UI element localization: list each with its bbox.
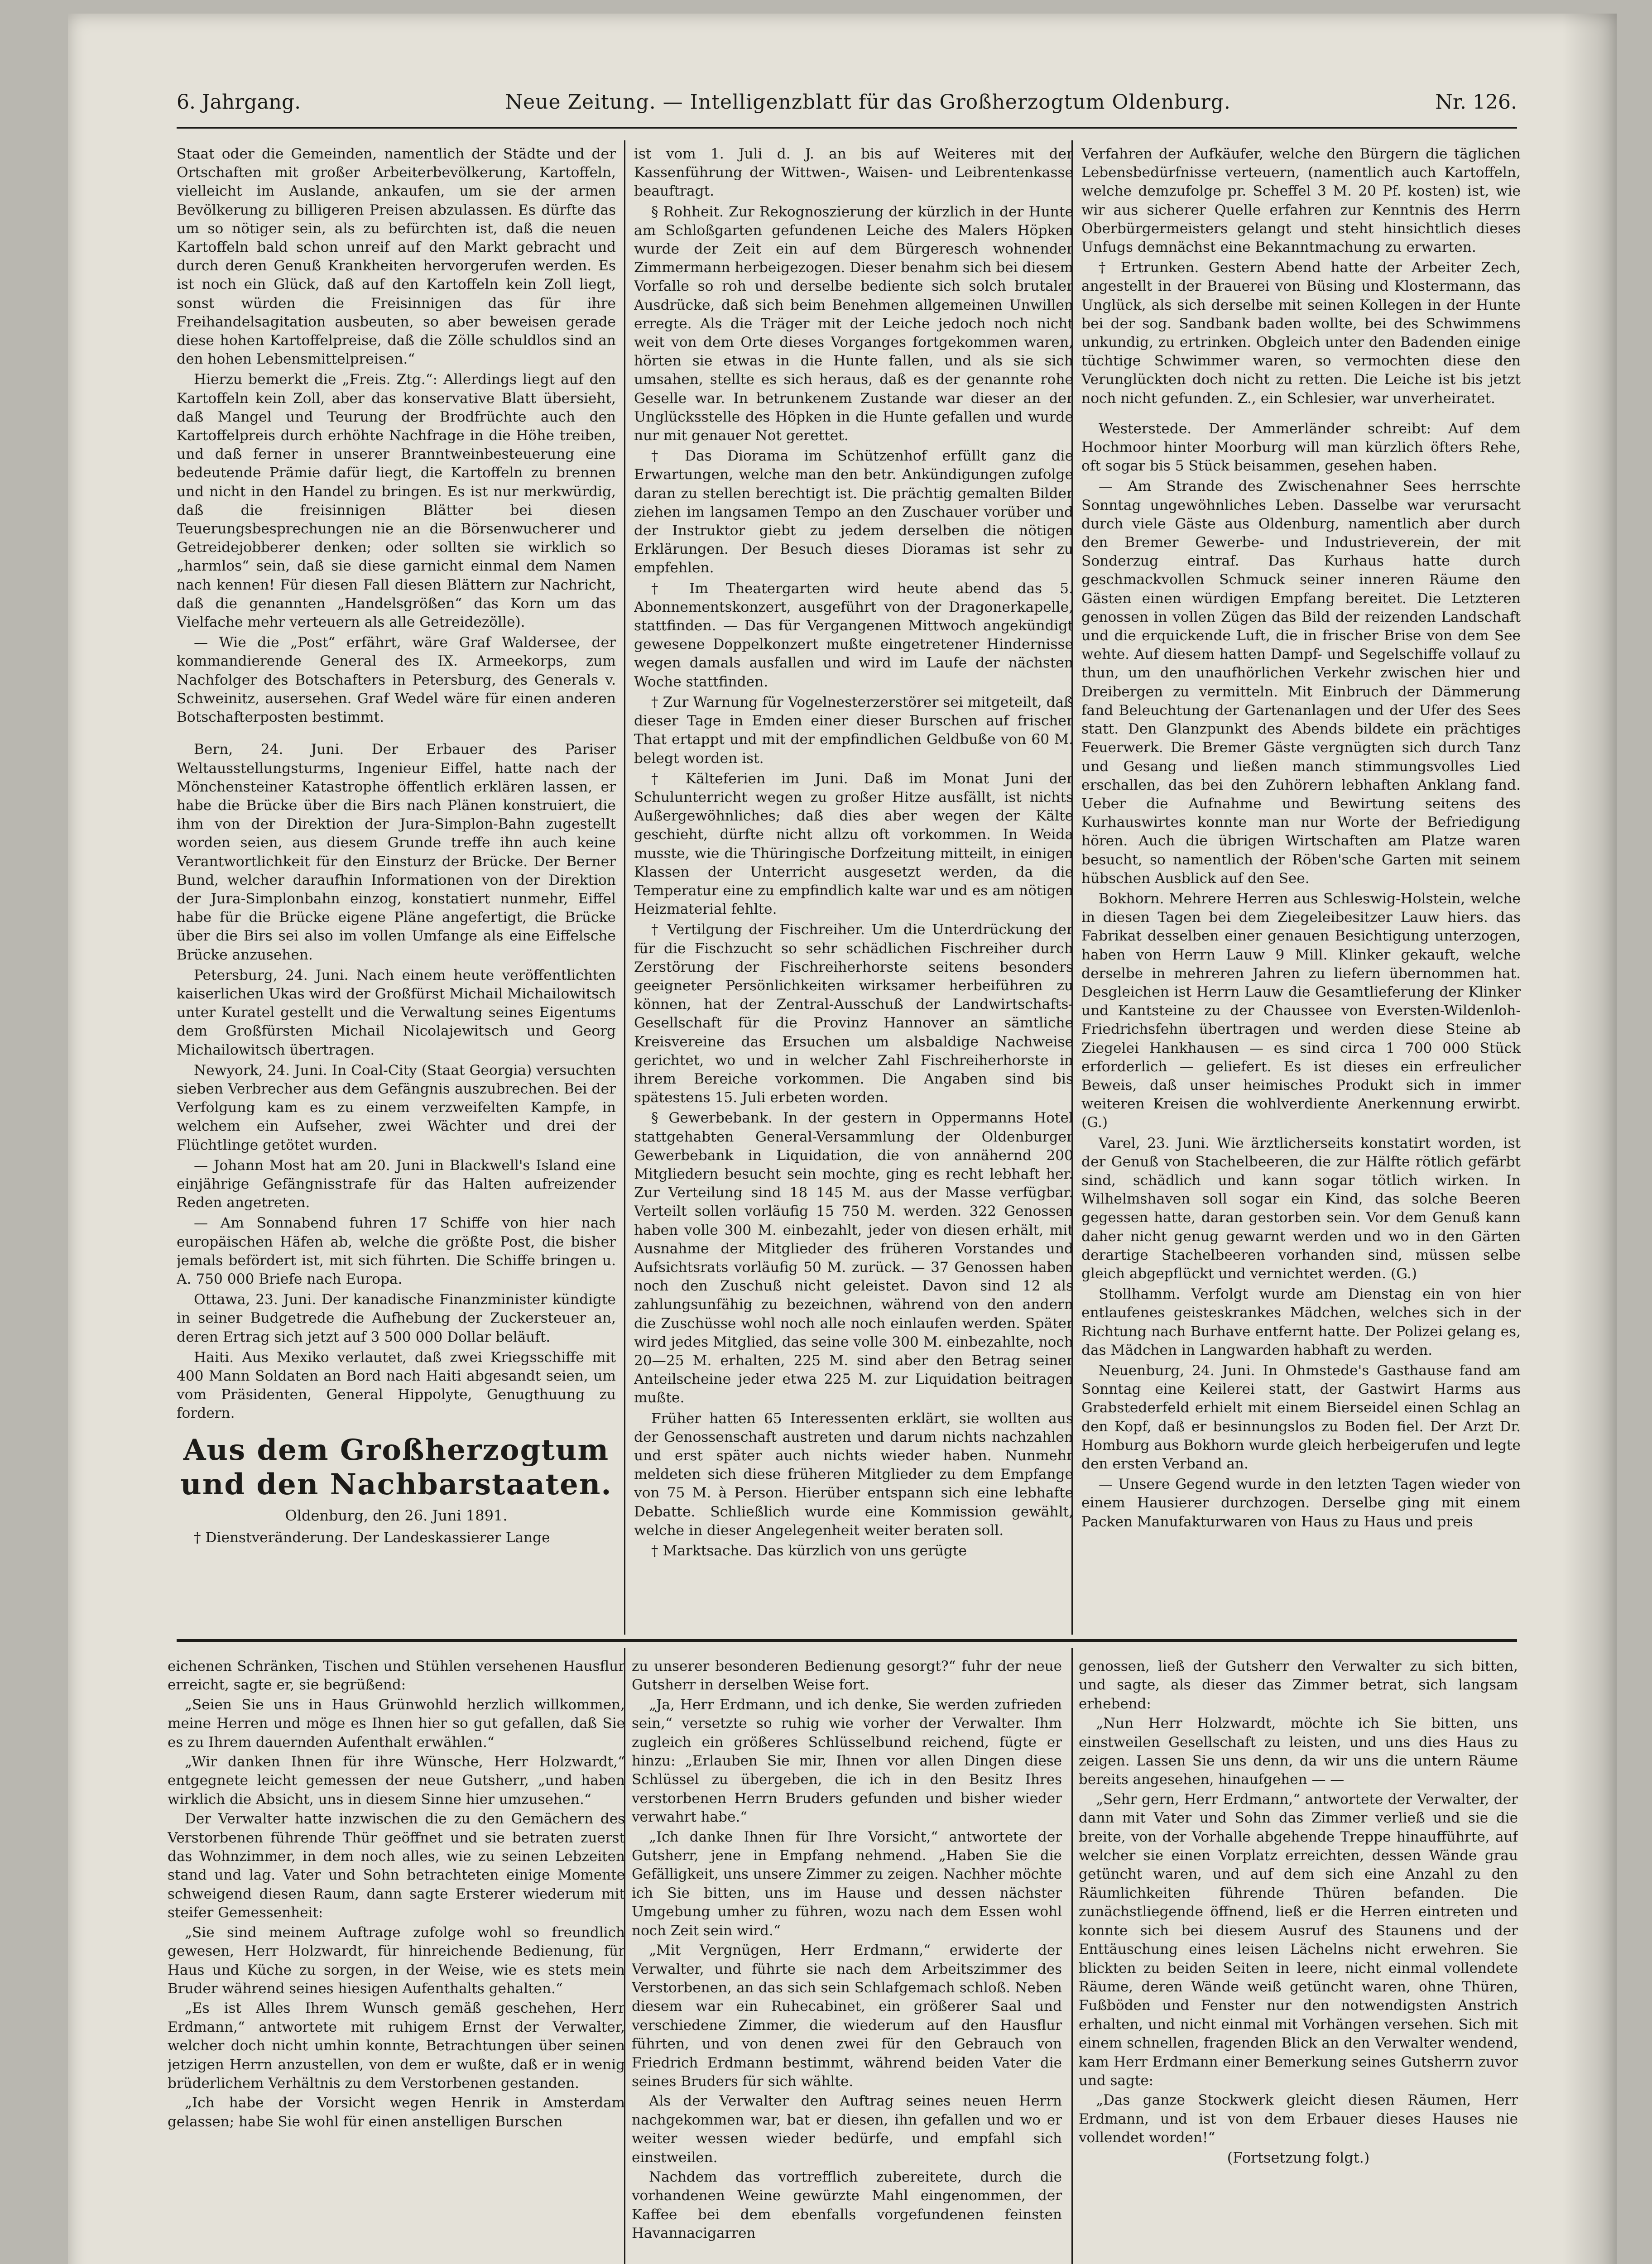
article-paragraph: Bern, 24. Juni. Der Erbauer des Pariser Weltausstellungsturms, Ingenieur Eiffel, hatte nach der Mönchensteiner Katastrophe öffentlich erklären lassen, er habe die Brücke über die Birs nach Plänen konstruiert, die ihm von der Direktion der Jura-Simplon-Bahn zugestellt worden seien, aus diesem Grunde treffe ihn auch keine Verantwortlichkeit für den Einsturz der Brücke. Der Berner Bund, welcher daraufhin Informationen von der Direktion der Jura-Simplonbahn einzog, konstatiert nunmehr, Eiffel habe für die Brücke eigene Pläne angefertigt, die Brücke über die Birs sei also im vollen Umfange als eine Eiffelsche Brücke anzusehen. <box>177 741 616 963</box>
article-paragraph: — Johann Most hat am 20. Juni in Blackwell's Island eine einjährige Gefängnisstrafe für das Halten aufreizender Reden angetreten. <box>177 1157 616 1211</box>
article-paragraph: † Kälteferien im Juni. Daß im Monat Juni der Schulunterricht wegen zu großer Hitze ausfällt, ist nichts Außergewöhnliches; daß dies aber wegen der Kälte geschieht, dürfte nicht allzu oft vorkommen. In Weida musste, wie die Thüringische Dorfzeitung mitteilt, in einigen Klassen der Unterricht ausgesetzt werden, da die Temperatur eine zu empfindlich kalte war und es am nötigen Heizmaterial fehlte. <box>634 770 1073 918</box>
page-spine-shadow <box>1562 14 1617 2264</box>
header-rule <box>177 127 1517 129</box>
article-paragraph: † Vertilgung der Fischreiher. Um die Unterdrückung der für die Fischzucht so sehr schädlichen Fischreiher durch Zerstörung der Fischreiherhorste seitens besonders geeigneter Persönlichkeiten wirksamer herbeiführen zu können, hat der Zentral-Ausschuß der Landwirtschafts-Gesellschaft für die Provinz Hannover an sämtliche Kreisvereine das Ersuchen um alsbaldige Nachweise gerichtet, wo und in welcher Zahl Fischreiherhorste in ihrem Bereiche vorkommen. Die Angaben sind bis spätestens 15. Juli erbeten worden. <box>634 921 1073 1106</box>
article-paragraph: † Das Diorama im Schützenhof erfüllt ganz die Erwartungen, welche man den betr. Ankündigungen zufolge daran zu stellen berechtigt ist. Die prächtig gemalten Bilder ziehen im langsamen Tempo an den Zuschauer vorüber und der Instruktor giebt zu jedem derselben die nötigen Erklärungen. Der Besuch dieses Dioramas ist sehr zu empfehlen. <box>634 448 1073 576</box>
story-paragraph: „Es ist Alles Ihrem Wunsch gemäß geschehen, Herr Erdmann,“ antwortete mit ruhigem Ernst der Verwalter, welcher doch nicht umhin konnte, Betrachtungen über seinen jetzigen Herrn anzustellen, von dem er wußte, daß er in wenig brüderlichem Verhältnis zu dem Verstorbenen gestanden. <box>168 2000 625 2091</box>
story-paragraph: „Ja, Herr Erdmann, und ich denke, Sie werden zufrieden sein,“ versetzte so ruhig wie vorher der Verwalter. Ihm zugleich ein größeres Schlüsselbund reichend, fügte er hinzu: „Erlauben Sie mir, Ihnen vor allen Dingen diese Schlüssel zu übergeben, die ich in den Besitz Ihres verstorbenen Herrn Bruders gefunden und bisher wieder verwahrt habe.“ <box>632 1696 1062 1826</box>
article-paragraph: § Rohheit. Zur Rekognoszierung der kürzlich in der Hunte am Schloßgarten gefundenen Leiche des Malers Höpken wurde der Zeit ein auf dem Bürgeresch wohnender Zimmermann herbeigezogen. Dieser benahm sich bei diesem Vorfalle so roh und derselbe bediente sich solch brutaler Ausdrücke, daß sich beim Benehmen allgemeinen Unwillen erregte. Als die Träger mit der Leiche jedoch noch nicht weit von dem Orte dieses Vorganges fortgekommen waren, hörten sie etwas in die Hunte fallen, und als sie sich umsahen, stellte es sich heraus, daß es der genannte rohe Geselle war. In betrunkenem Zustande war dieser an der Unglücksstelle des Höpken in die Hunte gefallen und wurde nur mit genauer Not gerettet. <box>634 203 1073 444</box>
article-paragraph: § Gewerbebank. In der gestern in Oppermanns Hotel stattgehabten General-Versammlung der Oldenburger Gewerbebank in Liquidation, die von annähernd 200 Mitgliedern besucht sein mochte, ging es recht lebhaft her. Zur Verteilung sind 18 145 M. aus der Masse verfügbar. Verteilt sollen vorläufig 15 750 M. werden. 322 Genossen haben volle 300 M. einbezahlt, jeder von diesen erhält, mit Ausnahme der Mitglieder des früheren Vorstandes und Aufsichtsrats vorläufig 50 M. zurück. — 37 Genossen haben noch den Zuschuß nicht geleistet. Davon sind 12 als zahlungsunfähig zu bezeichnen, während von den andern die Zuschüsse wohl noch alle noch einlaufen werden. Später wird jedes Mitglied, das seine volle 300 M. einbezahlte, noch 20—25 M. erhalten, 225 M. sind aber den Betrag seiner Anteilscheine jeder etwa 225 M. zur Liquidation beitragen mußte. <box>634 1110 1073 1406</box>
article-paragraph: — Wie die „Post“ erfährt, wäre Graf Waldersee, der kommandierende General des IX. Armeekorps, zum Nachfolger des Botschafters in Petersburg, des Generals v. Schweinitz, ausersehen. Graf Wedel wäre für einen anderen Botschafterposten bestimmt. <box>177 634 616 726</box>
section-heading: Aus dem Großherzogtum und den Nachbarstaaten. <box>180 1433 612 1501</box>
story-paragraph: eichenen Schränken, Tischen und Stühlen versehenen Hausflur erreicht, sagte er, sie begrüßend: <box>168 1658 625 1693</box>
news-column-3 <box>1081 145 1521 1621</box>
story-paragraph: „Sehr gern, Herr Erdmann,“ antwortete der Verwalter, der dann mit Vater und Sohn das Zimmer verließ und sie die breite, von der Vorhalle abgehende Treppe hinaufführte, auf welcher sie einen Vorplatz erreichten, dessen Wände grau getüncht waren, und auf dem sich eine Anzahl zu den Räumlichkeiten führende Thüren befanden. Die zunächstliegende öffnend, ließ er die Herren eintreten und konnte sich bei diesem Ausruf des Staunens und der Enttäuschung eines leisen Lächelns nicht erwehren. Sie blickten zu beiden Seiten in leere, nicht einmal vollendete Räume, deren Wände weiß getüncht waren, ohne Thüren, Fußböden und Fenster nur den notwendigsten Anstrich erhalten, und nicht einmal mit Vorhängen versehen. Sich mit einem schnellen, fragenden Blick an den Verwalter wendend, kam Herr Erdmann einer Bemerkung seines Gutsherrn zuvor und sagte: <box>1079 1791 1518 2089</box>
column-rule-1 <box>624 140 625 1635</box>
article-paragraph: † Dienstveränderung. Der Landeskassierer Lange <box>194 1529 550 1546</box>
story-paragraph: Als der Verwalter den Auftrag seines neuen Herrn nachgekommen war, bat er diesen, ihn gefallen und wo er weiter wessen wieder bedürfe, und empfahl sich einstweilen. <box>632 2093 1062 2166</box>
newspaper-page <box>68 14 1617 2264</box>
story-paragraph: „Sie sind meinem Auftrage zufolge wohl so freundlich gewesen, Herr Holzwardt, für hinreichende Bedienung, für Haus und Küche zu sorgen, in der Weise, wie es stets mein Bruder während seines hiesigen Aufenthalts gehalten.“ <box>168 1924 625 1997</box>
article-paragraph: Bokhorn. Mehrere Herren aus Schleswig-Holstein, welche in diesen Tagen bei dem Ziegeleibesitzer Lauw hiers. das Fabrikat desselben einer genauen Besichtigung unterzogen, haben von Herrn Lauw 9 Mill. Klinker gekauft, welche derselbe in mehreren Jahren zu liefern übernommen hat. Desgleichen ist Herrn Lauw die Gesamtlieferung der Klinker und Kantsteine zu der Chaussee von Eversten-Wildenloh-Friedrichsfehn übertragen und werden diese Steine ab Ziegelei Hankhausen — es sind circa 1 700 000 Stück erforderlich — geliefert. Es ist dieses ein erfreulicher Beweis, daß unser heimisches Produkt sich in immer weiteren Kreisen die wohlverdiente Anerkennung erwirbt. (G.) <box>1081 890 1521 1131</box>
section-dateline: Oldenburg, den 26. Juni 1891. <box>285 1506 508 1524</box>
article-paragraph: Staat oder die Gemeinden, namentlich der Städte und der Ortschaften mit großer Arbeiterbevölkerung, Kartoffeln, vielleicht im Auslande, ankaufen, um sie der armen Bevölkerung zu billigeren Preisen abzulassen. Es dürfte das um so nötiger sein, als zu befürchten ist, daß die neuen Kartoffeln bald schon unreif auf den Markt gebracht und durch deren Genuß Krankheiten hervorgerufen werden. Es ist noch ein Glück, daß auf den Kartoffeln kein Zoll liegt, sonst würden die Freisinnigen das für ihre Freihandelsagitation ausbeuten, so aber beweisen gerade diese hohen Kartoffelpreise, daß die Zölle schuldlos sind an den hohen Lebensmittelpreisen.“ <box>177 146 616 368</box>
article-paragraph: ist vom 1. Juli d. J. an bis auf Weiteres mit der Kassenführung der Wittwen-, Waisen- und Leibrentenkasse beauftragt. <box>634 146 1073 200</box>
article-paragraph: — Am Sonnabend fuhren 17 Schiffe von hier nach europäischen Häfen ab, welche die größte Post, die bisher jemals befördert ist, mit sich führten. Die Schiffe bringen u. A. 750 000 Briefe nach Europa. <box>177 1215 616 1287</box>
feuilleton-column-1 <box>168 1657 625 2264</box>
news-column-1 <box>177 145 616 1621</box>
story-paragraph: „Ich habe der Vorsicht wegen Henrik in Amsterdam gelassen; habe Sie wohl für einen anstelligen Burschen <box>168 2095 625 2130</box>
article-paragraph: Neuenburg, 24. Juni. In Ohmstede's Gasthause fand am Sonntag eine Keilerei statt, der Gastwirt Harms aus Grabstederfeld erhielt mit einem Bierseidel einen Schlag an den Kopf, daß er besinnungslos zu Boden fiel. Der Arzt Dr. Homburg aus Bokhorn wurde gleich herbeigerufen und legte den ersten Verband an. <box>1081 1362 1521 1473</box>
story-paragraph: zu unserer besonderen Bedienung gesorgt?“ fuhr der neue Gutsherr in derselben Weise fort. <box>632 1658 1062 1693</box>
news-column-2 <box>634 145 1073 1621</box>
story-paragraph: „Seien Sie uns in Haus Grünwohld herzlich willkommen, meine Herren und möge es Ihnen hier so gut gefallen, daß Sie es zu Ihrem dauernden Aufenthalt erwählen.“ <box>168 1696 625 1751</box>
page-header <box>177 82 1517 122</box>
article-paragraph: Haiti. Aus Mexiko verlautet, daß zwei Kriegsschiffe mit 400 Mann Soldaten an Bord nach Haiti abgesandt seien, um vom Präsidenten, General Hippolyte, Genugthuung zu fordern. <box>177 1349 616 1422</box>
article-paragraph: — Unsere Gegend wurde in den letzten Tagen wieder von einem Hausierer durchzogen. Derselbe ging mit einem Packen Manufakturwaren von Haus zu Haus und preis <box>1081 1476 1521 1530</box>
continuation-note: (Fortsetzung folgt.) <box>1227 2149 1370 2166</box>
article-paragraph: † Marktsache. Das kürzlich von uns gerügte <box>651 1543 967 1559</box>
article-paragraph: Ottawa, 23. Juni. Der kanadische Finanzminister kündigte in seiner Budgetrede die Aufhebung der Zuckersteuer an, deren Ertrag sich jetzt auf 3 500 000 Dollar beläuft. <box>177 1291 616 1345</box>
story-paragraph: Der Verwalter hatte inzwischen die zu den Gemächern des Verstorbenen führende Thür geöffnet und sie betraten zuerst das Wohnzimmer, in dem noch alles, wie zu seinen Lebzeiten stand und lag. Vater und Sohn betrachteten einige Momente schweigend diesen Raum, dann sagte Ersterer wiederum mit steifer Gemessenheit: <box>168 1811 625 1921</box>
article-paragraph: — Am Strande des Zwischenahner Sees herrschte Sonntag ungewöhnliches Leben. Dasselbe war verursacht durch viele Gäste aus Oldenburg, namentlich aber durch den Bremer Gewerbe- und Industrieverein, der mit Sonderzug eintraf. Das Kurhaus hatte durch geschmackvollen Schmuck seiner inneren Räume den Gästen einen würdigen Empfang bereitet. Die Letzteren genossen in vollen Zügen das Bild der reizenden Landschaft und die erquickende Luft, die in frischer Brise von dem See wehte. Auf diesem hatten Dampf- und Segelschiffe vollauf zu thun, um den unaufhörlichen Verkehr zwischen hier und Dreibergen zu vermitteln. Mit Einbruch der Dämmerung fand Beleuchtung der Gartenanlagen und der Ufer des Sees statt. Den Glanzpunkt des Abends bildete ein prächtiges Feuerwerk. Die Bremer Gäste vergnügten sich durch Tanz und Gesang und ließen manch stimmungsvolles Lied erschallen, das bei den Zuhörern lebhaften Anklang fand. Ueber die Aufnahme und Bewirtung seitens des Kurhauswirtes konnte man nur Worte der Befriedigung hören. Auch die übrigen Wirtschaften am Platze waren besucht, so namentlich der Röben'sche Garten mit seinem hübschen Ausblick auf den See. <box>1081 478 1521 887</box>
feuilleton-rule <box>177 1639 1517 1642</box>
article-paragraph: Früher hatten 65 Interessenten erklärt, sie wollten aus der Genossenschaft austreten und darum nichts nachzahlen und erst später auch nichts wieder haben. Nunmehr meldeten sich diese früheren Mitglieder zu dem Empfange von 75 M. à Person. Hierüber entspann sich eine lebhafte Debatte. Schließlich wurde eine Kommission gewählt, welche in dieser Angelegenheit weiter beraten soll. <box>634 1410 1073 1539</box>
story-paragraph: „Nun Herr Holzwardt, möchte ich Sie bitten, uns einstweilen Gesellschaft zu leisten, und uns dies Haus zu zeigen. Lassen Sie uns denn, da wir uns die untern Räume bereits angesehen, hinaufgehen — — <box>1079 1715 1518 1788</box>
story-paragraph: „Wir danken Ihnen für ihre Wünsche, Herr Holzwardt,“ entgegnete leicht gemessen der neue Gutsherr, „und haben wirklich die Absicht, uns in diesem Sinne hier umzusehen.“ <box>168 1754 625 1808</box>
article-paragraph: † Im Theatergarten wird heute abend das 5. Abonnementskonzert, ausgeführt von der Dragonerkapelle, stattfinden. — Das für Vergangenen Mittwoch angekündigt gewesene Doppelkonzert mußte eingetretener Hindernisse wegen damals ausfallen und wird im Laufe der nächsten Woche stattfinden. <box>634 580 1073 690</box>
story-paragraph: Nachdem das vortrefflich zubereitete, durch die vorhandenen Weine gewürzte Mahl eingenommen, der Kaffee bei dem ebenfalls vorgefundenen feinsten Havannacigarren <box>632 2168 1062 2242</box>
article-paragraph: Newyork, 24. Juni. In Coal-City (Staat Georgia) versuchten sieben Verbrecher aus dem Gefängnis auszubrechen. Bei der Verfolgung kam es zu einem verzweifelten Kampfe, in welchem ein Aufseher, zwei Wächter und drei der Flüchtlinge getötet wurden. <box>177 1062 616 1153</box>
article-paragraph: Stollhamm. Verfolgt wurde am Dienstag ein von hier entlaufenes geisteskrankes Mädchen, welches sich in der Richtung nach Burhave entfernt hatte. Der Polizei gelang es, das Mädchen in Langwarden habhaft zu werden. <box>1081 1286 1521 1358</box>
header-issue-number: Nr. 126. <box>1435 90 1517 114</box>
article-paragraph: Verfahren der Aufkäufer, welche den Bürgern die täglichen Lebensbedürfnisse verteuern, (namentlich auch Kartoffeln, welche demzufolge pr. Scheffel 3 M. 20 Pf. kosten) ist, wie wir aus sicherer Quelle erfahren zur Kenntnis des Herrn Oberbürgermeisters gelangt und steht hinsichtlich dieses Unfugs demnächst eine Bekanntmachung zu erwarten. <box>1081 146 1521 256</box>
article-paragraph: Petersburg, 24. Juni. Nach einem heute veröffentlichten kaiserlichen Ukas wird der Großfürst Michail Michailowitsch unter Kuratel gestellt und die Verwaltung seines Eigentums dem Großfürsten Michail Nicolajewitsch und Georg Michailowitsch übertragen. <box>177 967 616 1058</box>
story-paragraph: „Das ganze Stockwerk gleicht diesen Räumen, Herr Erdmann, und ist von dem Erbauer dieses Hauses nie vollendet worden!“ <box>1079 2092 1518 2146</box>
article-paragraph: Westerstede. Der Ammerländer schreibt: Auf dem Hochmoor hinter Moorburg will man kürzlich öfters Rehe, oft sogar bis 5 Stück beisammen, gesehen haben. <box>1081 420 1521 475</box>
article-paragraph: Varel, 23. Juni. Wie ärztlicherseits konstatirt worden, ist der Genuß von Stachelbeeren, die zur Hälfte rötlich gefärbt sind, schädlich und kann sogar tötlich wirken. In Wilhelmshaven soll sogar ein Kind, das solche Beeren gegessen hatte, daran gestorben sein. Vor dem Genuß kann daher nicht genug gewarnt werden und wo in den Gärten derartige Stachelbeeren vorhanden sind, müssen selbe gleich abgepflückt und vernichtet werden. (G.) <box>1081 1135 1521 1282</box>
article-paragraph: † Zur Warnung für Vogelnesterzerstörer sei mitgeteilt, daß dieser Tage in Emden einer dieser Burschen auf frischer That ertappt und mit der empfindlichen Geldbuße von 60 M. belegt worden ist. <box>634 694 1073 767</box>
feuilleton-column-2 <box>632 1657 1062 2264</box>
article-paragraph: Hierzu bemerkt die „Freis. Ztg.“: Allerdings liegt auf den Kartoffeln kein Zoll, aber das konservative Blatt übersieht, daß Mangel und Teurung der Brodfrüchte auch den Kartoffelpreis durch erhöhte Nachfrage in die Höhe treiben, und daß ferner in unserer Branntweinbesteuerung eine bedeutende Prämie dafür liegt, die Kartoffeln zu brennen und nicht in den Handel zu bringen. Es ist nur merkwürdig, daß die freisinnigen Blätter bei diesen Teuerungsbesprechungen nie an die Börsenwucherer und Getreidejobberer denken; oder sollten sie wirklich so „harmlos“ sein, daß sie diese garnicht einmal dem Namen nach kennen! Für diesen Fall diesen Blättern zur Nachricht, daß die genannten „Handelsgrößen“ das Korn um das Vielfache mehr verteuern als alle Getreidezölle). <box>177 371 616 631</box>
story-paragraph: „Mit Vergnügen, Herr Erdmann,“ erwiderte der Verwalter, und führte sie nach dem Arbeitszimmer des Verstorbenen, an das sich sein Schlafgemach schloß. Neben diesem war ein Ruhecabinet, ein größerer Saal und verschiedene Zimmer, die wiederum auf den Hausflur führten, und von denen zwei für den Gebrauch von Friedrich Erdmann bestimmt, während beiden Vater die seines Bruders für sich wählte. <box>632 1942 1062 2090</box>
feuilleton-column-rule-2 <box>1071 1648 1073 2264</box>
header-masthead: Neue Zeitung. — Intelligenzblatt für das Großherzogtum Oldenburg. <box>505 90 1231 114</box>
article-paragraph: † Ertrunken. Gestern Abend hatte der Arbeiter Zech, angestellt in der Brauerei von Büsing und Klostermann, das Unglück, als sich derselbe mit seinen Kollegen in der Hunte bei der sog. Sandbank baden wollte, bei des Schwimmens unkundig, zu ertrinken. Obgleich unter den Badenden einige tüchtige Schwimmer waren, so vermochten diese den Verunglückten doch nicht zu retten. Die Leiche ist bis jetzt noch nicht gefunden. Z., ein Schlesier, war unverheiratet. <box>1081 259 1521 407</box>
story-paragraph: „Ich danke Ihnen für Ihre Vorsicht,“ antwortete der Gutsherr, jene in Empfang nehmend. „Haben Sie die Gefälligkeit, uns unsere Zimmer zu zeigen. Nachher möchte ich Sie bitten, uns im Hause und dessen nächster Umgebung umher zu führen, wozu nach dem Essen wohl noch Zeit sein wird.“ <box>632 1828 1062 1939</box>
feuilleton-column-3 <box>1079 1657 1518 2264</box>
header-volume: 6. Jahrgang. <box>177 90 301 114</box>
story-paragraph: genossen, ließ der Gutsherr den Verwalter zu sich bitten, und sagte, als dieser das Zimmer betrat, sich langsam erhebend: <box>1079 1658 1518 1712</box>
